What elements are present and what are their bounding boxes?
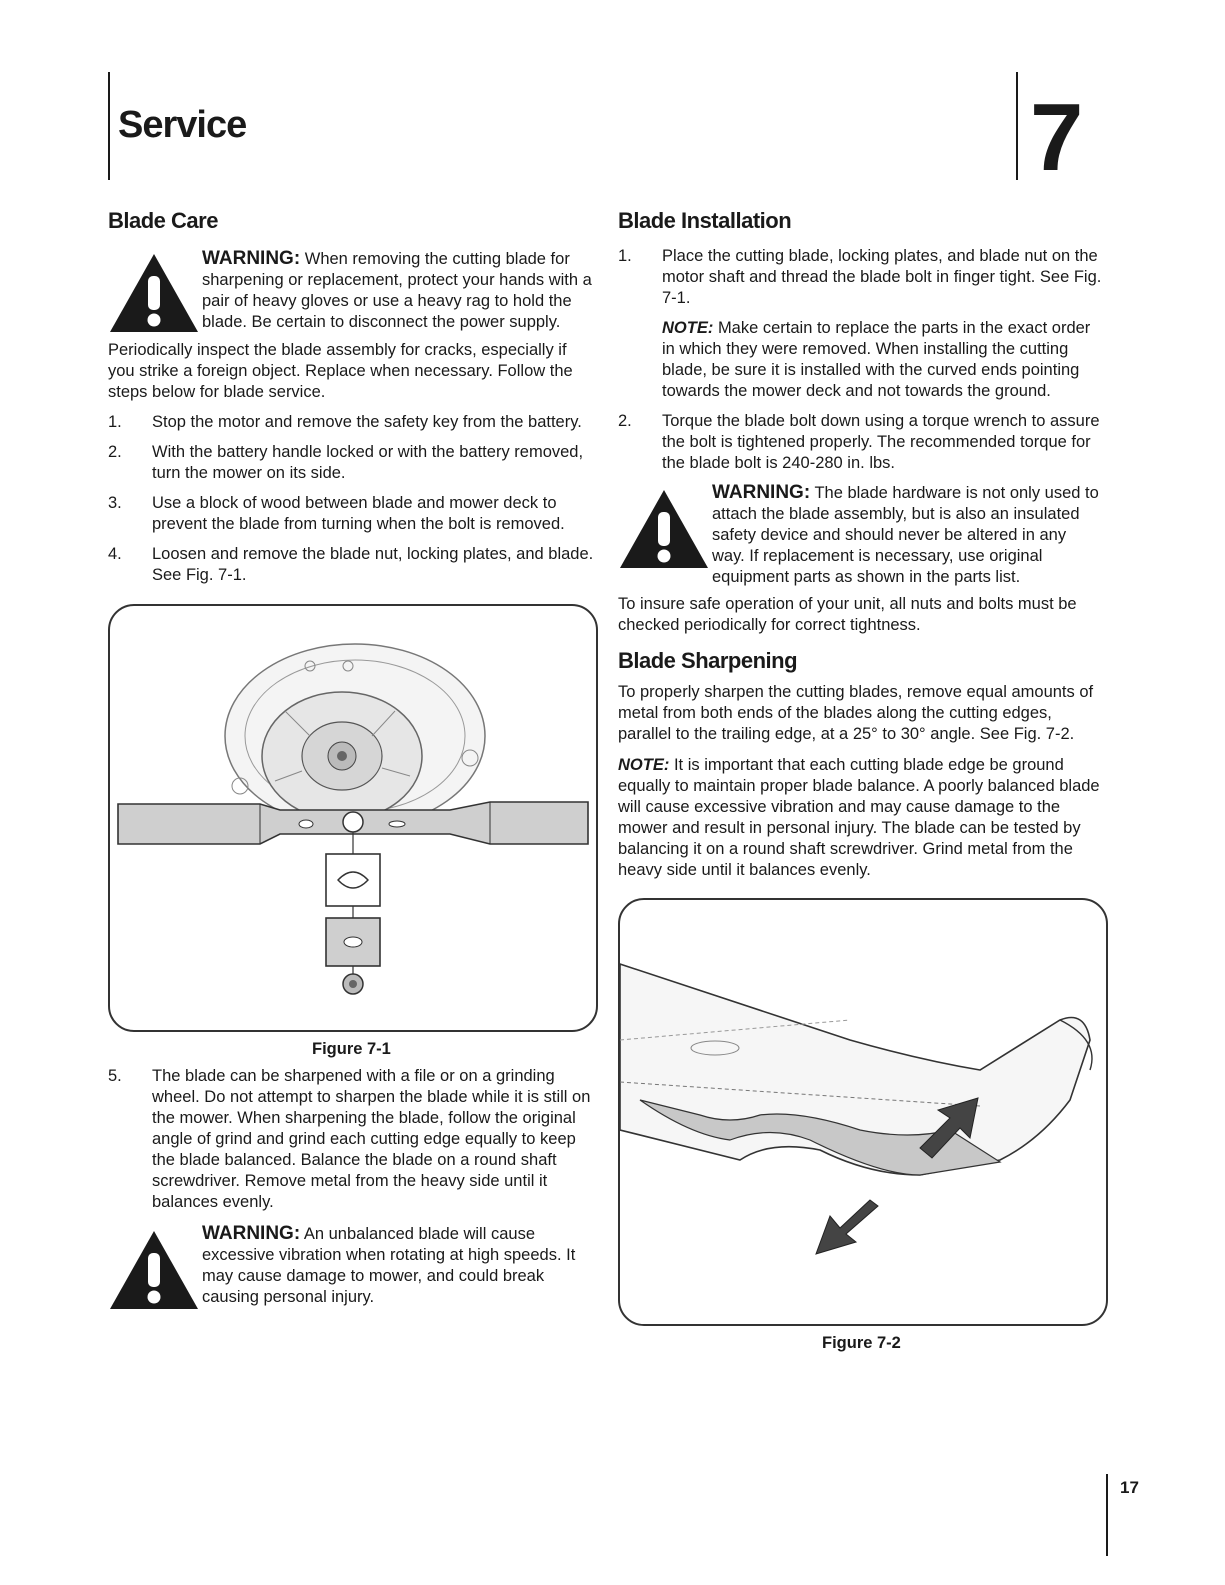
blade-installation-heading: Blade Installation xyxy=(618,208,792,233)
chapter-number: 7 xyxy=(1030,84,1084,191)
warning-label: WARNING: xyxy=(202,1223,301,1244)
blade-sharpening-heading: Blade Sharpening xyxy=(618,648,798,673)
safe-operation-paragraph: To insure safe operation of your unit, all nuts and bolts must be checked periodically for correct tightness. xyxy=(618,595,1077,634)
figure-7-2-caption: Figure 7-2 xyxy=(822,1334,901,1352)
note-text: It is important that each cutting blade edge be ground equally to maintain proper blade balance. A poorly balanced blade will cause excessive vibration and may cause damage to the mower and result in personal injury. The blade can be tested by balancing it on a round shaft screwdriver. Grind metal from the heavy side until it balances evenly. xyxy=(618,756,1100,879)
figure-7-1 xyxy=(108,604,598,1032)
warning-text: When removing the cutting blade for sharpening or replacement, protect your hands with a pair of heavy gloves or use a heavy rag to hold the blade. Be certain to disconnect the power supply. xyxy=(202,250,592,331)
step-text: Stop the motor and remove the safety key from the battery. xyxy=(152,413,582,431)
step-number: 5. xyxy=(108,1067,122,1085)
warning-unbalanced xyxy=(108,1223,596,1311)
step-text: Loosen and remove the blade nut, locking plates, and blade. See Fig. 7-1. xyxy=(152,545,594,584)
note-paragraph xyxy=(662,318,1102,402)
right-column xyxy=(618,208,1102,881)
header-right-rule xyxy=(1016,72,1018,180)
warning-text: An unbalanced blade will cause excessive vibration when rotating at high speeds. It may cause damage to mower, and could break causing personal injury. xyxy=(202,1225,576,1306)
list-item xyxy=(618,246,1102,309)
footer-rule xyxy=(1106,1474,1108,1556)
list-item xyxy=(108,412,596,433)
warning-triangle-icon xyxy=(108,252,200,334)
figure-7-2 xyxy=(618,898,1108,1326)
left-column-lower xyxy=(108,1066,596,1311)
warning-triangle-icon xyxy=(108,1229,200,1311)
note-text: Make certain to replace the parts in the exact order in which they were removed. When installing the cutting blade, be sure it is installed with the curved ends pointing towards the mower deck and not towards the ground. xyxy=(662,319,1091,400)
warning-triangle-icon xyxy=(618,488,710,570)
warning-text: The blade hardware is not only used to attach the blade assembly, but is also an insulated safety device and should never be altered in any way. If replacement is necessary, use original equipment parts as shown in the parts list. xyxy=(712,484,1099,586)
note-label: NOTE: xyxy=(618,756,670,774)
list-item xyxy=(108,442,596,484)
list-item xyxy=(618,411,1102,474)
step-number: 4. xyxy=(108,545,122,563)
step-text: The blade can be sharpened with a file or on a grinding wheel. Do not attempt to sharpen the blade while it is still on the mower. When sharpening the blade, follow the original angle of grind and grind each cutting edge equally to keep the blade balanced. Balance the blade on a round shaft screwdriver. Remove metal from the heavy side until it balances evenly. xyxy=(152,1067,591,1211)
list-item xyxy=(108,1066,596,1213)
note-paragraph xyxy=(618,755,1102,881)
step-text: With the battery handle locked or with the battery removed, turn the mower on its side. xyxy=(152,443,584,482)
page-title: Service xyxy=(118,104,247,146)
figure-7-1-caption: Figure 7-1 xyxy=(312,1040,391,1058)
blade-sharpening-illustration xyxy=(620,900,1106,1324)
warning-label: WARNING: xyxy=(202,248,301,269)
step-text: Place the cutting blade, locking plates, and blade nut on the motor shaft and thread the blade bolt in finger tight. See Fig. 7-1. xyxy=(662,247,1102,307)
step-number: 3. xyxy=(108,494,122,512)
step-number: 2. xyxy=(618,412,632,430)
blade-assembly-illustration xyxy=(110,606,596,1030)
step-number: 2. xyxy=(108,443,122,461)
warning-label: WARNING: xyxy=(712,482,811,503)
step-number: 1. xyxy=(108,413,122,431)
step-text: Use a block of wood between blade and mower deck to prevent the blade from turning when the bolt is removed. xyxy=(152,494,565,533)
blade-care-heading: Blade Care xyxy=(108,208,218,233)
note-label: NOTE: xyxy=(662,319,714,337)
list-item xyxy=(108,493,596,535)
step-number: 1. xyxy=(618,247,632,265)
intro-paragraph: Periodically inspect the blade assembly for cracks, especially if you strike a foreign object. Replace when necessary. Follow the steps below for blade service. xyxy=(108,341,573,401)
list-item xyxy=(108,544,596,586)
header-left-rule xyxy=(108,72,110,180)
warning-gloves xyxy=(108,248,596,334)
warning-hardware xyxy=(618,482,1102,588)
step-text: Torque the blade bolt down using a torque wrench to assure the bolt is tightened properly. The recommended torque for the blade bolt is 240-280 in. lbs. xyxy=(662,412,1100,472)
left-column xyxy=(108,208,596,586)
page-number: 17 xyxy=(1120,1478,1139,1497)
sharpening-paragraph: To properly sharpen the cutting blades, remove equal amounts of metal from both ends of the blades along the cutting edges, parallel to the trailing edge, at a 25° to 30° angle. See Fig. 7-2. xyxy=(618,683,1094,743)
